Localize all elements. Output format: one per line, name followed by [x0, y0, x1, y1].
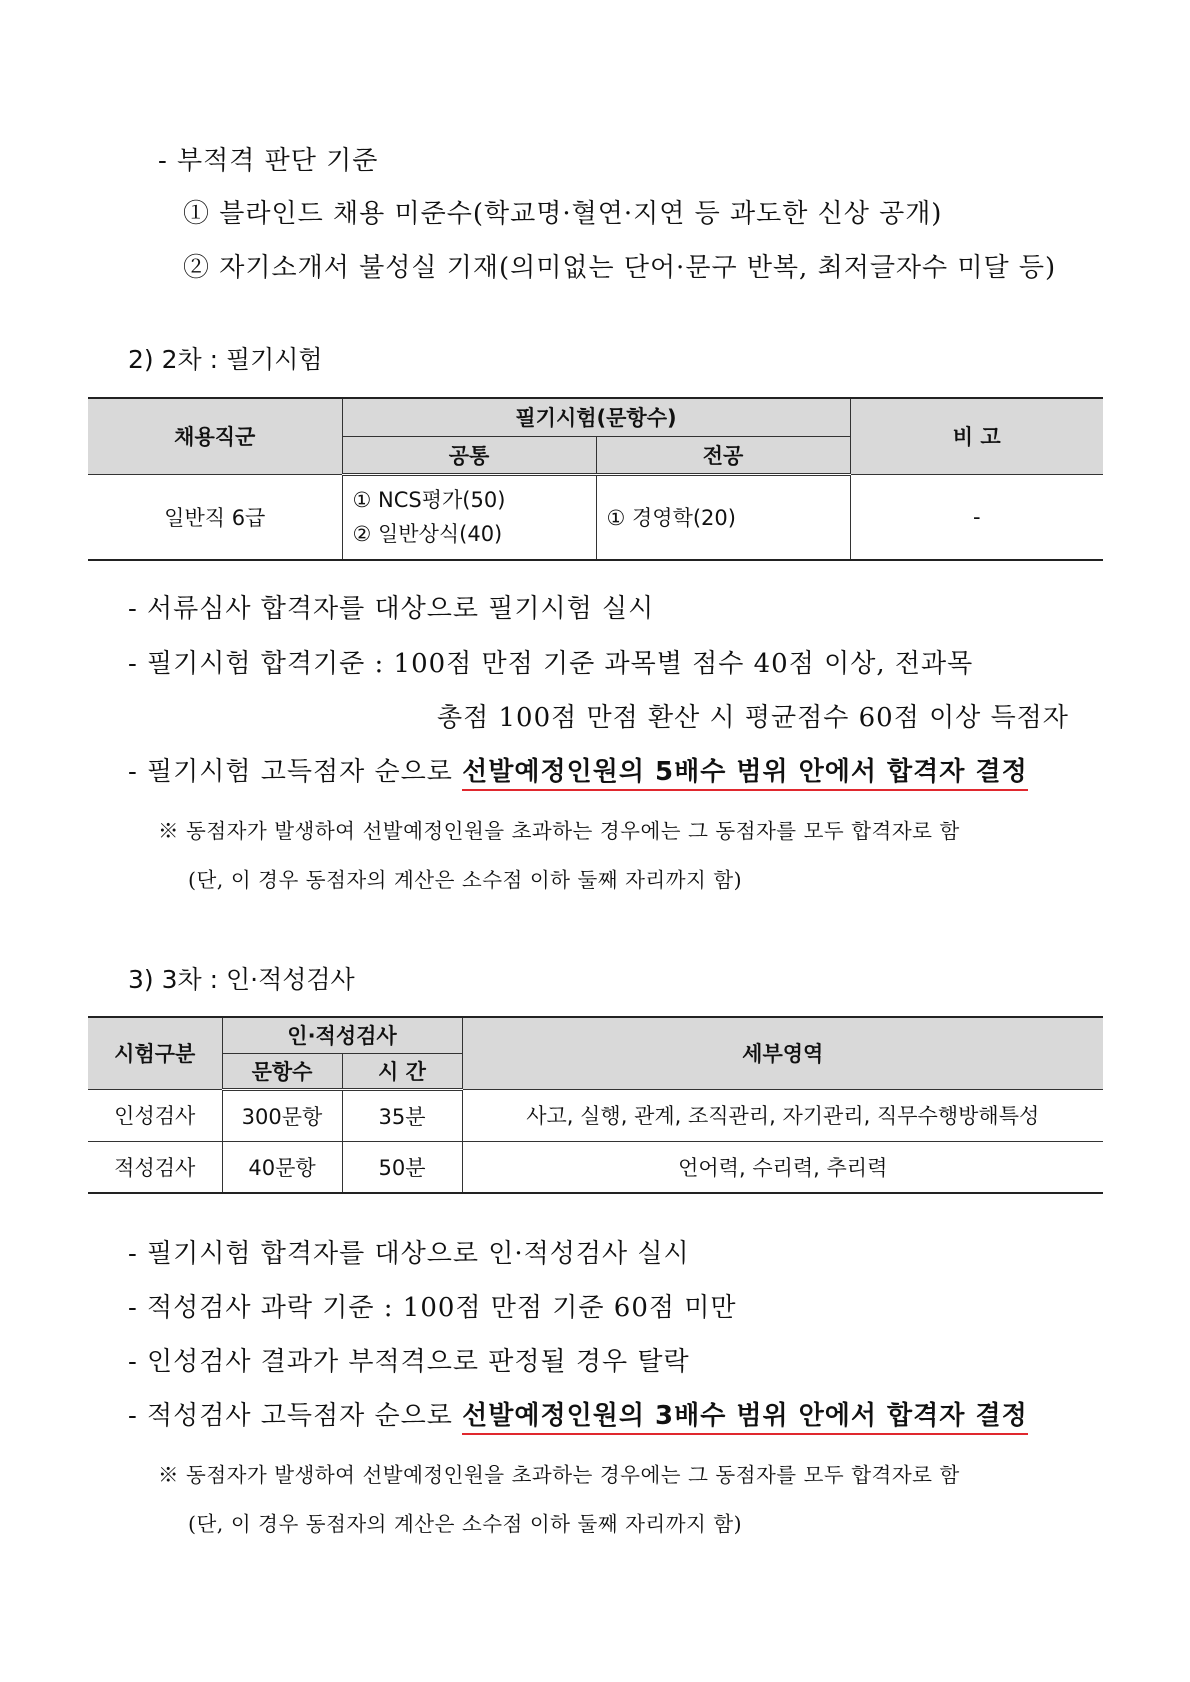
disqualification-item-1: ① 블라인드 채용 미준수(학교명·혈연·지연 등 과도한 신상 공개)	[183, 199, 943, 229]
aptitude-bullet-4	[128, 1395, 1028, 1432]
cell-remarks: -	[850, 474, 1103, 560]
header-detail-area: 세부영역	[462, 1017, 1103, 1089]
table-row	[88, 1141, 1103, 1193]
written-bullet-2: - 필기시험 합격기준 : 100점 만점 기준 과목별 점수 40점 이상, 전과목	[128, 649, 974, 679]
header-job-group: 채용직군	[88, 398, 342, 474]
aptitude-bullet-4-text: - 적성검사 고득점자 순으로	[128, 1401, 463, 1431]
cell-common-subjects	[342, 474, 596, 560]
cell-question-count: 40문항	[222, 1141, 342, 1193]
cell-test-type: 적성검사	[88, 1141, 222, 1193]
aptitude-note-2: (단, 이 경우 동점자의 계산은 소수점 이하 둘째 자리까지 함)	[188, 1512, 743, 1536]
common-subject-2: ② 일반상식(40)	[352, 522, 503, 547]
header-remarks: 비 고	[850, 398, 1103, 474]
aptitude-bullet-1: - 필기시험 합격자를 대상으로 인·적성검사 실시	[128, 1239, 690, 1269]
written-exam-table	[88, 397, 1103, 561]
header-question-count: 문항수	[222, 1053, 342, 1089]
cell-job-group: 일반직 6급	[88, 474, 342, 560]
written-note-2: (단, 이 경우 동점자의 계산은 소수점 이하 둘째 자리까지 함)	[188, 868, 743, 892]
header-personality-aptitude: 인·적성검사	[222, 1017, 462, 1053]
header-major: 전공	[596, 436, 850, 474]
table-row	[88, 474, 1103, 560]
disqualification-item-2: ② 자기소개서 불성실 기재(의미없는 단어·문구 반복, 최저글자수 미달 등)	[183, 253, 1057, 283]
aptitude-note-1: ※ 동점자가 발생하여 선발예정인원을 초과하는 경우에는 그 동점자를 모두 합격자로 함	[158, 1463, 960, 1487]
written-bullet-2-continued: 총점 100점 만점 환산 시 평균점수 60점 이상 득점자	[437, 703, 1069, 733]
aptitude-bullet-3: - 인성검사 결과가 부적격으로 판정될 경우 탈락	[128, 1347, 690, 1377]
cell-time: 35분	[342, 1089, 462, 1141]
cell-test-type: 인성검사	[88, 1089, 222, 1141]
cell-detail-area: 언어력, 수리력, 추리력	[462, 1141, 1103, 1193]
table-row	[88, 1089, 1103, 1141]
cell-question-count: 300문항	[222, 1089, 342, 1141]
cell-major-subject: ① 경영학(20)	[596, 474, 850, 560]
disqualification-heading: - 부적격 판단 기준	[158, 146, 379, 176]
written-bullet-1: - 서류심사 합격자를 대상으로 필기시험 실시	[128, 594, 655, 624]
header-test-type: 시험구분	[88, 1017, 222, 1089]
written-bullet-3	[128, 751, 1028, 788]
aptitude-bullet-4-emphasis: 선발예정인원의 3배수 범위 안에서 합격자 결정	[462, 1401, 1028, 1435]
header-written-exam: 필기시험(문항수)	[342, 398, 850, 436]
header-time: 시 간	[342, 1053, 462, 1089]
common-subject-1: ① NCS평가(50)	[352, 488, 506, 513]
written-bullet-3-emphasis: 선발예정인원의 5배수 범위 안에서 합격자 결정	[462, 757, 1028, 791]
section-3-title: 3) 3차 : 인·적성검사	[128, 965, 355, 994]
section-2-title: 2) 2차 : 필기시험	[128, 345, 323, 374]
written-bullet-3-text: - 필기시험 고득점자 순으로	[128, 757, 463, 787]
header-common: 공통	[342, 436, 596, 474]
aptitude-test-table	[88, 1016, 1103, 1194]
written-note-1: ※ 동점자가 발생하여 선발예정인원을 초과하는 경우에는 그 동점자를 모두 합격자로 함	[158, 819, 960, 843]
cell-detail-area: 사고, 실행, 관계, 조직관리, 자기관리, 직무수행방해특성	[462, 1089, 1103, 1141]
aptitude-bullet-2: - 적성검사 과락 기준 : 100점 만점 기준 60점 미만	[128, 1293, 737, 1323]
cell-time: 50분	[342, 1141, 462, 1193]
